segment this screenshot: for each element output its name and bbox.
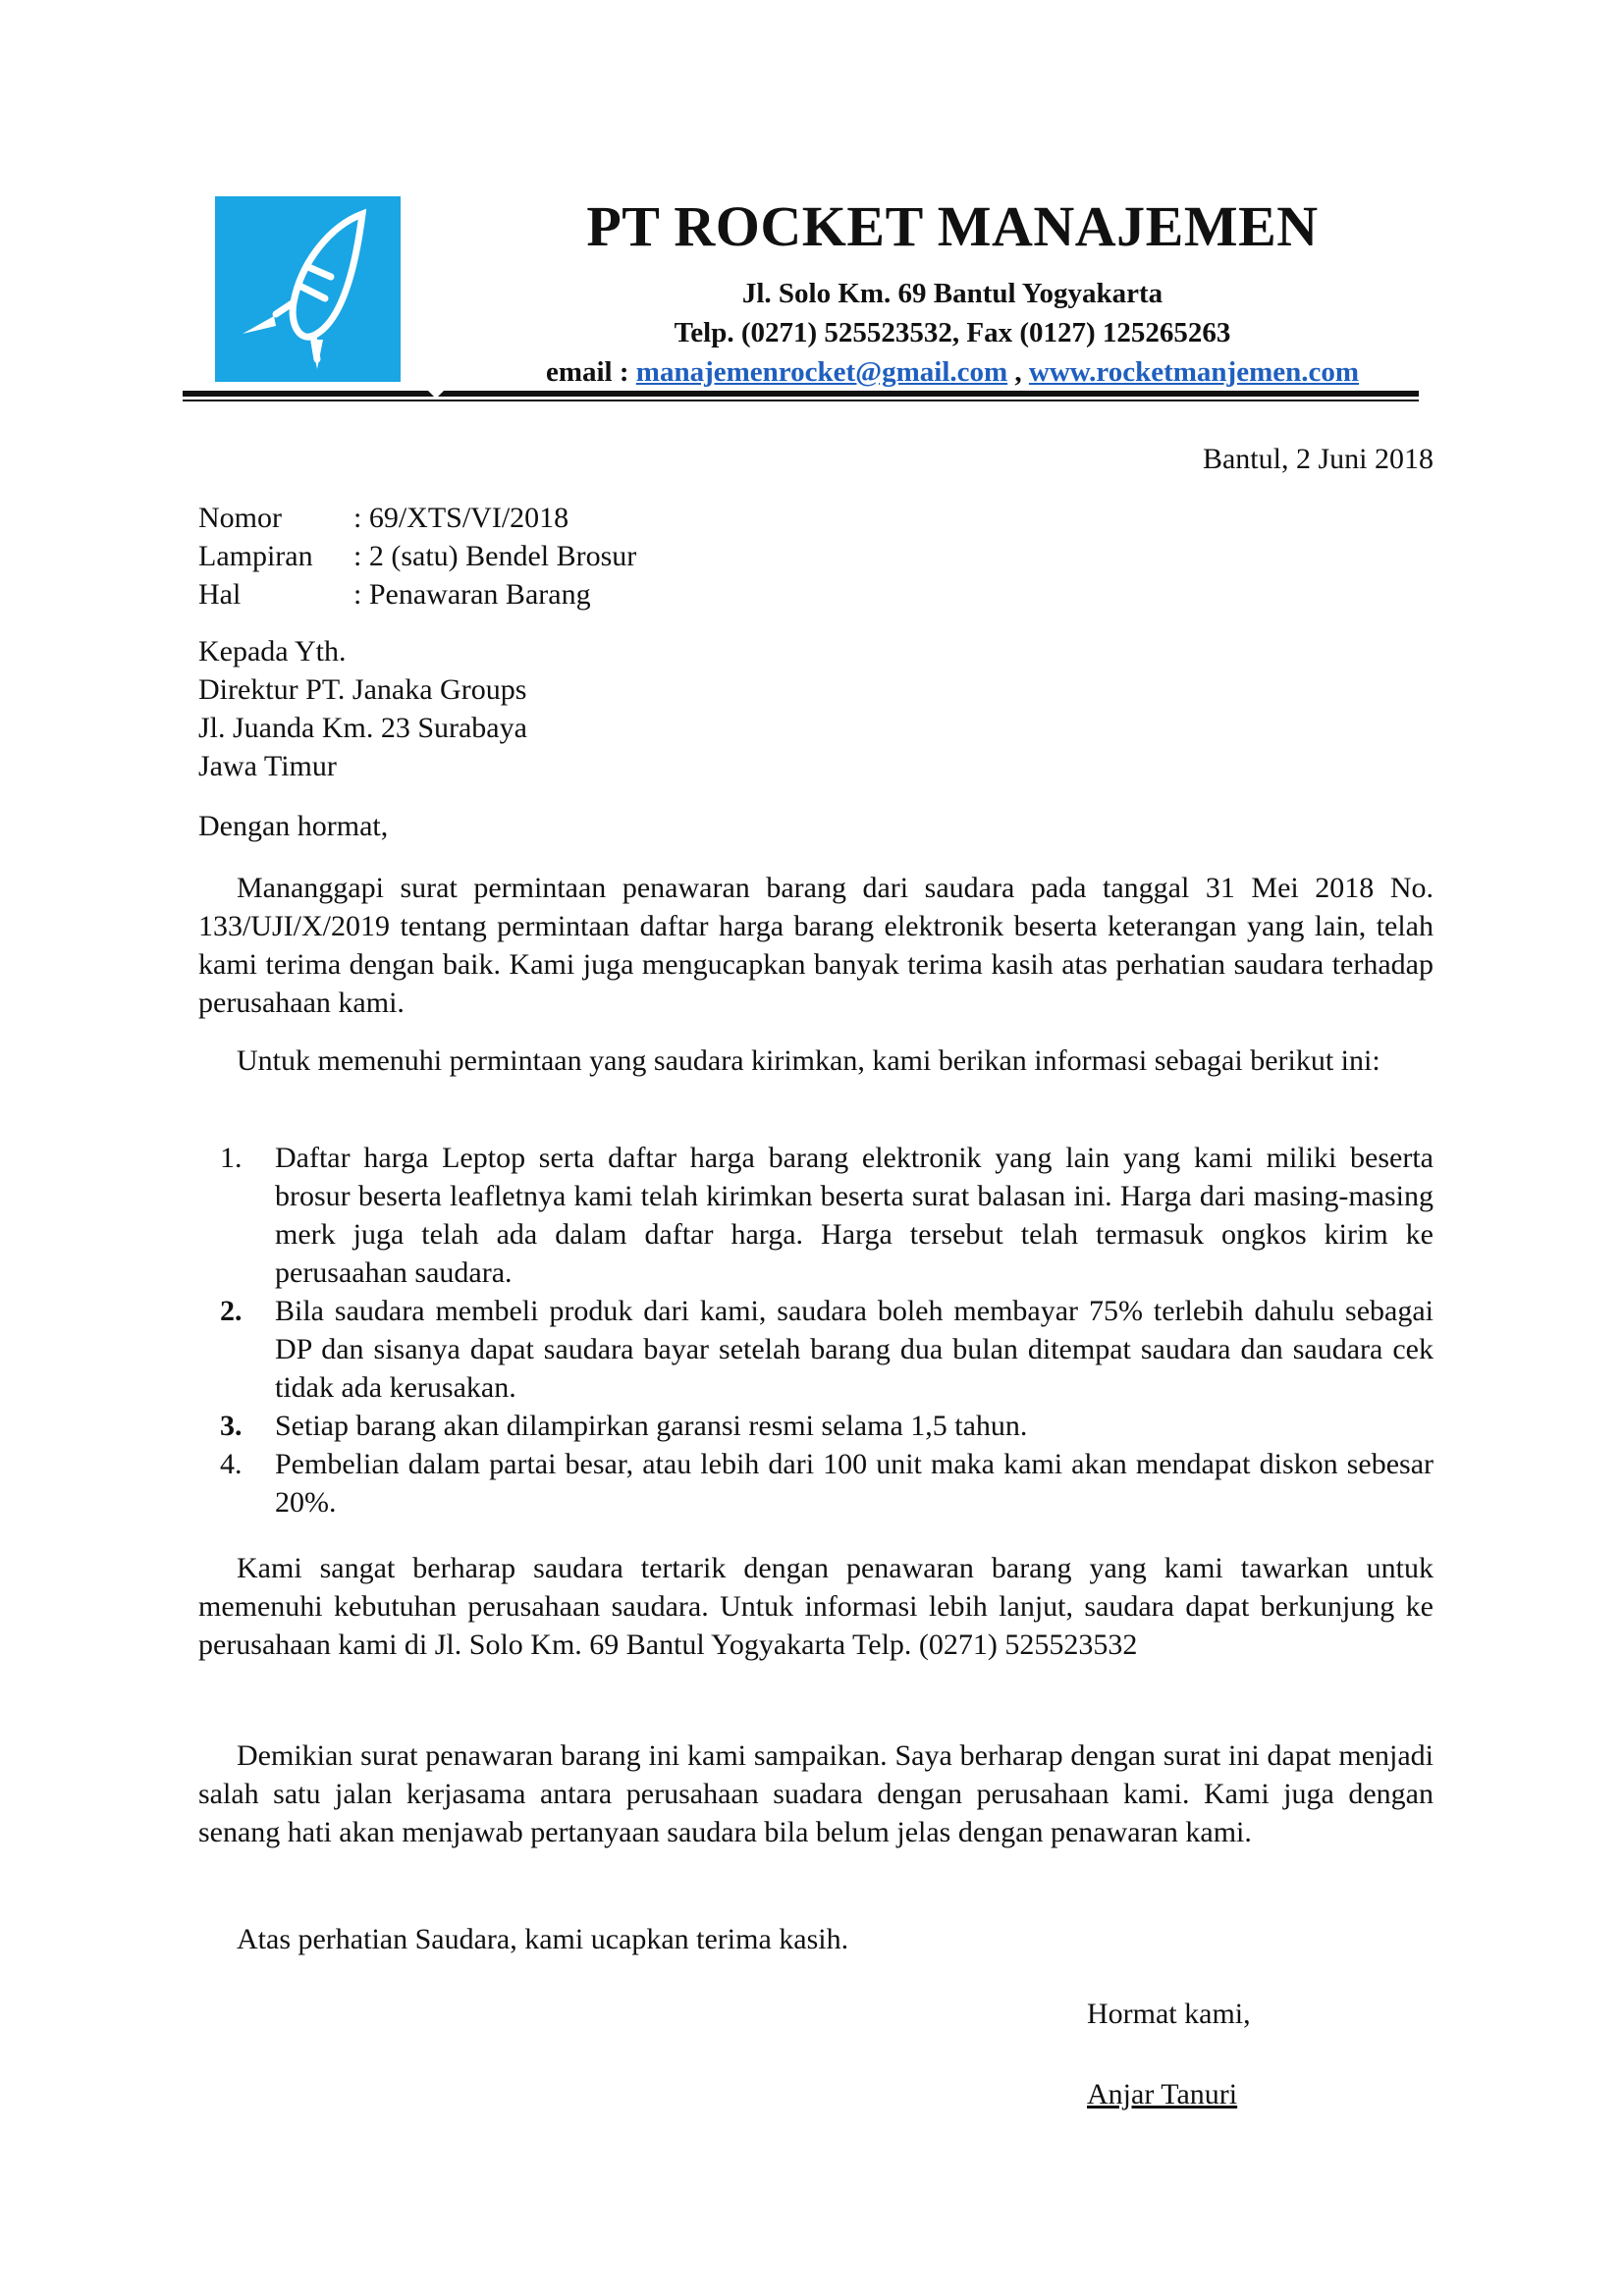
closing-salutation: Hormat kami,: [1087, 1998, 1251, 2030]
meta-value: : 69/XTS/VI/2018: [353, 502, 569, 534]
letter-date: Bantul, 2 Juni 2018: [1202, 443, 1434, 475]
company-address: Jl. Solo Km. 69 Bantul Yogyakarta: [741, 278, 1163, 309]
list-number: 4.: [220, 1448, 243, 1480]
company-logo: [215, 196, 401, 382]
greeting: Dengan hormat,: [198, 810, 389, 842]
letterhead-rule-thin: [183, 400, 1419, 401]
rocket-icon: [215, 196, 401, 382]
company-name: PT ROCKET MANAJEMEN: [586, 194, 1319, 258]
meta-value: : Penawaran Barang: [353, 578, 591, 611]
list-number: 2.: [220, 1295, 243, 1327]
list-text: Setiap barang akan dilampirkan garansi resmi selama 1,5 tahun.: [275, 1410, 1028, 1442]
signer-name: Anjar Tanuri: [1087, 2078, 1238, 2110]
paragraph-3: Kami sangat berharap saudara tertarik dengan penawaran barang yang kami tawarkan untuk memenuhi kebutuhan perusahaan saudara. Untuk informasi lebih lanjut, saudara dapat berkunjung ke perusahaan kami di Jl. Solo Km. 69 Bantul Yogyakarta Telp. (0271) 525523532: [198, 1552, 1434, 1661]
recipient-block: [198, 632, 527, 785]
recipient-line: Jl. Juanda Km. 23 Surabaya: [198, 712, 527, 744]
email-link[interactable]: manajemenrocket@gmail.com: [635, 356, 1008, 388]
paragraph-5: Atas perhatian Saudara, kami ucapkan terima kasih.: [237, 1923, 849, 1955]
offer-list: [198, 1139, 1434, 1522]
letterhead-rule-thick: [183, 391, 1419, 397]
paragraph-4: Demikian surat penawaran barang ini kami sampaikan. Saya berharap dengan surat ini dapat menjadi salah satu jalan kerjasama antara perusahaan suadara dengan perusahaan kami. Kami juga dengan senang hati akan menjawab pertanyaan saudara bila belum jelas dengan penawaran kami.: [198, 1739, 1434, 1848]
email-label: email :: [545, 356, 629, 388]
list-text: Daftar harga Leptop serta daftar harga barang elektronik yang lain yang kami miliki beserta brosur beserta leafletnya kami telah kirimkan beserta surat balasan ini. Harga dari masing-masing merk juga telah ada dalam daftar harga. Harga tersebut telah termasuk ongkos kirim ke perusaahan saudara.: [275, 1142, 1434, 1289]
letterhead-rule-notch: [424, 387, 448, 399]
list-item: [198, 1445, 1434, 1522]
list-text: Bila saudara membeli produk dari kami, saudara boleh membayar 75% terlebih dahulu sebagai DP dan sisanya dapat saudara bayar setelah barang dua bulan ditempat saudara dan saudara cek tidak ada kerusakan.: [275, 1295, 1434, 1404]
meta-row-lampiran: [198, 537, 636, 575]
paragraph-2: Untuk memenuhi permintaan yang saudara kirimkan, kami berikan informasi sebagai berikut ini:: [237, 1044, 1380, 1077]
meta-value: : 2 (satu) Bendel Brosur: [353, 540, 637, 572]
meta-row-hal: [198, 575, 636, 614]
company-phone-fax: Telp. (0271) 525523532, Fax (0127) 125265263: [674, 317, 1231, 348]
website-link[interactable]: www.rocketmanjemen.com: [1028, 356, 1360, 388]
list-item: [198, 1139, 1434, 1292]
recipient-line: Direktur PT. Janaka Groups: [198, 673, 527, 706]
letter-meta: [198, 499, 636, 614]
recipient-line: Jawa Timur: [198, 750, 337, 782]
recipient-line: Kepada Yth.: [198, 635, 347, 667]
list-item: [198, 1407, 1434, 1445]
meta-label: Nomor: [198, 502, 282, 534]
list-number: 1.: [220, 1142, 243, 1174]
contact-separator: ,: [1014, 356, 1022, 388]
list-number: 3.: [220, 1410, 243, 1442]
paragraph-1: Mananggapi surat permintaan penawaran barang dari saudara pada tanggal 31 Mei 2018 No. 133/UJI/X/2019 tentang permintaan daftar harga barang elektronik beserta keterangan yang lain, telah kami terima dengan baik. Kami juga mengucapkan banyak terima kasih atas perhatian saudara terhadap perusahaan kami.: [198, 872, 1434, 1019]
meta-label: Hal: [198, 578, 242, 611]
company-contact-line: [461, 355, 1443, 390]
meta-row-nomor: [198, 499, 636, 537]
list-text: Pembelian dalam partai besar, atau lebih dari 100 unit maka kami akan mendapat diskon sebesar 20%.: [275, 1448, 1434, 1519]
list-item: [198, 1292, 1434, 1407]
meta-label: Lampiran: [198, 540, 313, 572]
